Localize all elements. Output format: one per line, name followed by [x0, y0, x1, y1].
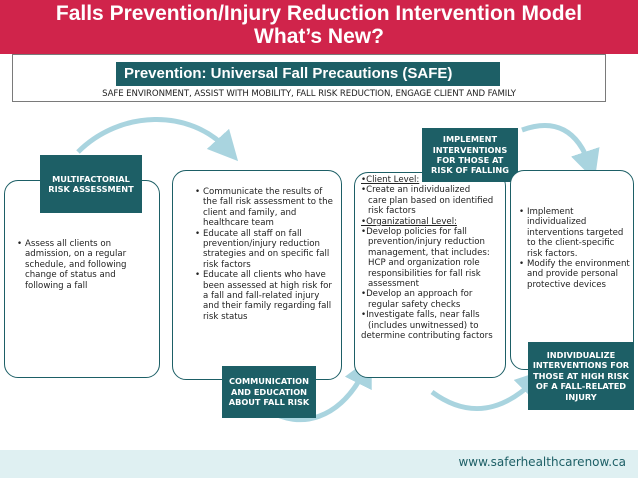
implement-line: (includes unwitnessed) to: [368, 320, 479, 331]
communicate-item: • Educate all clients who have been assessed at high risk for a fall and fall-related injury and their family regarding fall risk status: [195, 270, 333, 322]
arrow-implement-to-individualize: [522, 126, 590, 167]
individualize-item: • Modify the environment and provide personal protective devices: [519, 259, 631, 290]
arrow-loop-back: [432, 380, 535, 409]
safe-heading: Prevention: Universal Fall Precautions (SAFE): [116, 62, 500, 86]
implement-line: assessment: [368, 279, 419, 290]
implement-interventions-label: IMPLEMENT INTERVENTIONS FOR THOSE AT RISK OF FALLING: [422, 128, 518, 182]
implement-line: risk factors: [368, 206, 416, 217]
multifactorial-risk-label: MULTIFACTORIAL RISK ASSESSMENT: [40, 155, 142, 213]
implement-line: management, that includes:: [368, 247, 490, 258]
arrow-assess-to-communicate: [78, 119, 228, 152]
individualize-item: • Implement individualized interventions targeted to the client-specific risk factors.: [519, 207, 631, 259]
implement-line: care plan based on identified: [368, 195, 494, 206]
implement-line: regular safety checks: [368, 299, 461, 310]
communication-education-label: COMMUNICATION AND EDUCATION ABOUT FALL RISK: [222, 366, 316, 418]
footer-url: www.saferhealthcarenow.ca: [458, 455, 626, 469]
individualize-card: [510, 170, 634, 370]
assess-item: • Assess all clients on admission, on a regular schedule, and following change of status and following a fall: [17, 239, 151, 291]
communicate-item: • Communicate the results of the fall risk assessment to the client and family, and healthcare team: [195, 187, 333, 229]
organizational-level-heading: •Organizational Level:: [361, 216, 457, 227]
implement-card: [354, 172, 506, 378]
title-line-1: Falls Prevention/Injury Reduction Intervention Model: [55, 2, 583, 25]
title-line-2: What’s New?: [254, 25, 384, 48]
implement-line: •Investigate falls, near falls: [361, 310, 480, 321]
implement-line: HCP and organization role: [368, 258, 480, 269]
implement-line: •Develop an approach for: [361, 289, 473, 300]
client-level-heading: •Client Level:: [361, 175, 420, 185]
communicate-item: • Educate all staff on fall prevention/injury reduction strategies and on specific fall risk factors: [195, 229, 333, 271]
implement-line: determine contributing factors: [361, 331, 493, 342]
implement-line: •Develop policies for fall: [361, 227, 467, 238]
implement-line: prevention/injury reduction: [368, 237, 486, 248]
safe-subheading: SAFE ENVIRONMENT, ASSIST WITH MOBILITY, FALL RISK REDUCTION, ENGAGE CLIENT AND FAMILY: [102, 89, 516, 99]
implement-line: responsibilities for fall risk: [368, 268, 481, 279]
implement-line: •Create an individualized: [361, 185, 471, 196]
communicate-card: [172, 170, 342, 380]
individualize-interventions-label: INDIVIDUALIZE INTERVENTIONS FOR THOSE AT HIGH RISK OF A FALL-RELATED INJURY: [528, 342, 634, 410]
